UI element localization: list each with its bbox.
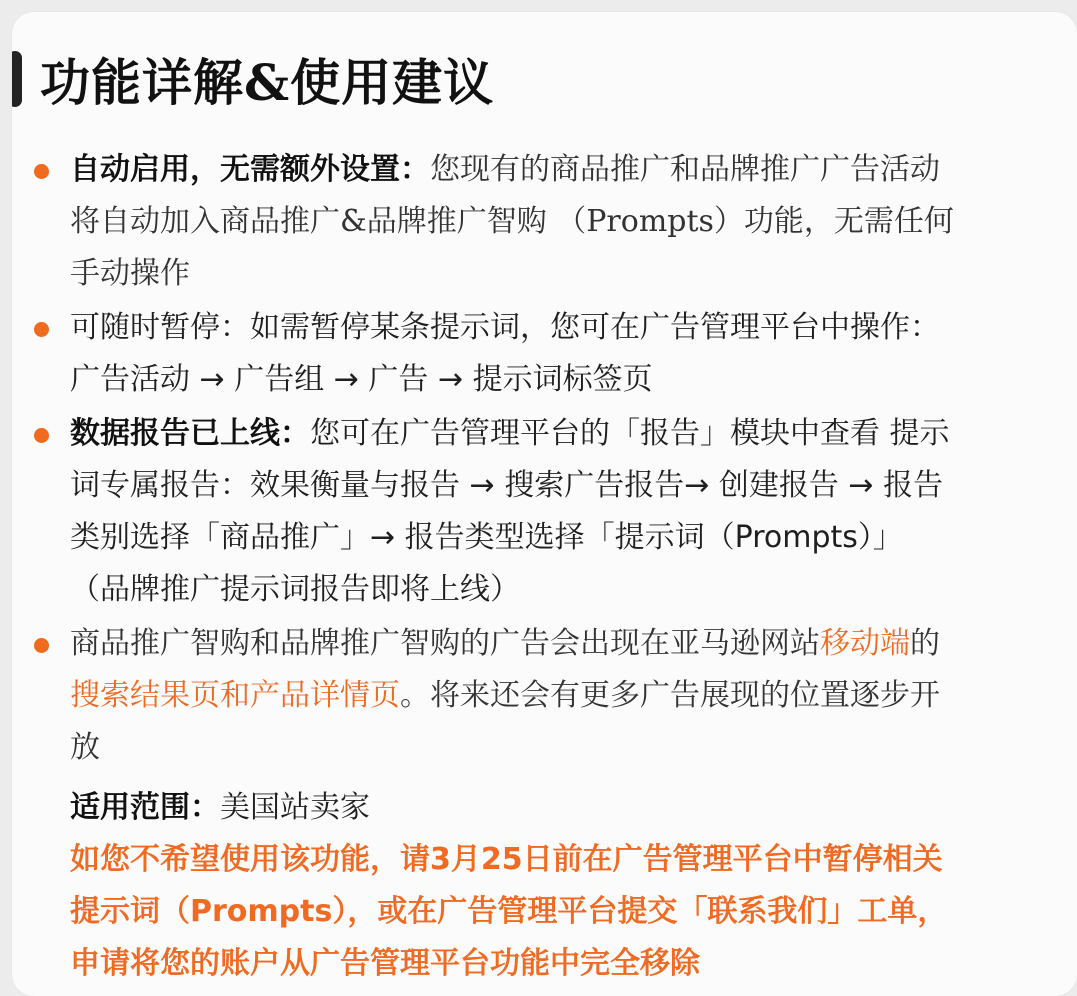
page-title: 功能详解&使用建议: [40, 53, 495, 112]
highlight-search-detail-pages: 搜索结果页和产品详情页: [70, 678, 400, 713]
opt-out-warning: 如您不希望使用该功能，请3月25日前在广告管理平台中暂停相关提示词（Prompts），或在广告管理平台提交「联系我们」工单，申请将您的账户从广告管理平台功能中完全移除: [70, 842, 948, 981]
bullet-text-part-1: 商品推广智购和品牌推广智购的广告会出现在亚马逊网站: [70, 626, 820, 661]
applicable-scope: [34, 782, 954, 834]
page-title-row: [12, 40, 494, 118]
bullet-dot-icon: [34, 164, 49, 179]
bullet-text-part-3: 。将来还会有更多广告展现的位置逐步开放: [70, 678, 940, 765]
bullet-reports-online: [34, 408, 954, 616]
title-accent-bar: [12, 51, 22, 107]
bullet-dot-icon: [34, 322, 49, 337]
scope-label: 适用范围：: [70, 790, 220, 825]
bullet-auto-enable: [34, 144, 954, 300]
bullet-pause-anytime: [34, 302, 954, 406]
content-card: [12, 12, 1077, 996]
bullet-text: 您现有的商品推广和品牌推广广告活动将自动加入商品推广&品牌推广智购 （Prompts）功能，无需任何手动操作: [70, 152, 954, 291]
bullet-dot-icon: [34, 638, 49, 653]
highlight-mobile: 移动端: [820, 626, 910, 661]
scope-value: 美国站卖家: [220, 790, 370, 825]
bullet-dot-icon: [34, 428, 49, 443]
bullet-text: 您可在广告管理平台的「报告」模块中查看 提示词专属报告：效果衡量与报告 → 搜索广告报告→ 创建报告 → 报告类别选择「商品推广」→ 报告类型选择「提示词（Prompts）」 （品牌推广提示词报告即将上线）: [70, 416, 950, 607]
bullet-text: 如需暂停某条提示词，您可在广告管理平台中操作：广告活动 → 广告组 → 广告 → 提示词标签页: [70, 310, 940, 397]
bullet-ad-placement: [34, 618, 954, 774]
bullet-title: 数据报告已上线：: [70, 416, 310, 451]
bullet-title: 自动启用，无需额外设置：: [70, 152, 430, 187]
feature-details-content: [34, 144, 954, 990]
bullet-text-part-2: 的: [910, 626, 940, 661]
bullet-title: 可随时暂停：: [70, 310, 250, 345]
